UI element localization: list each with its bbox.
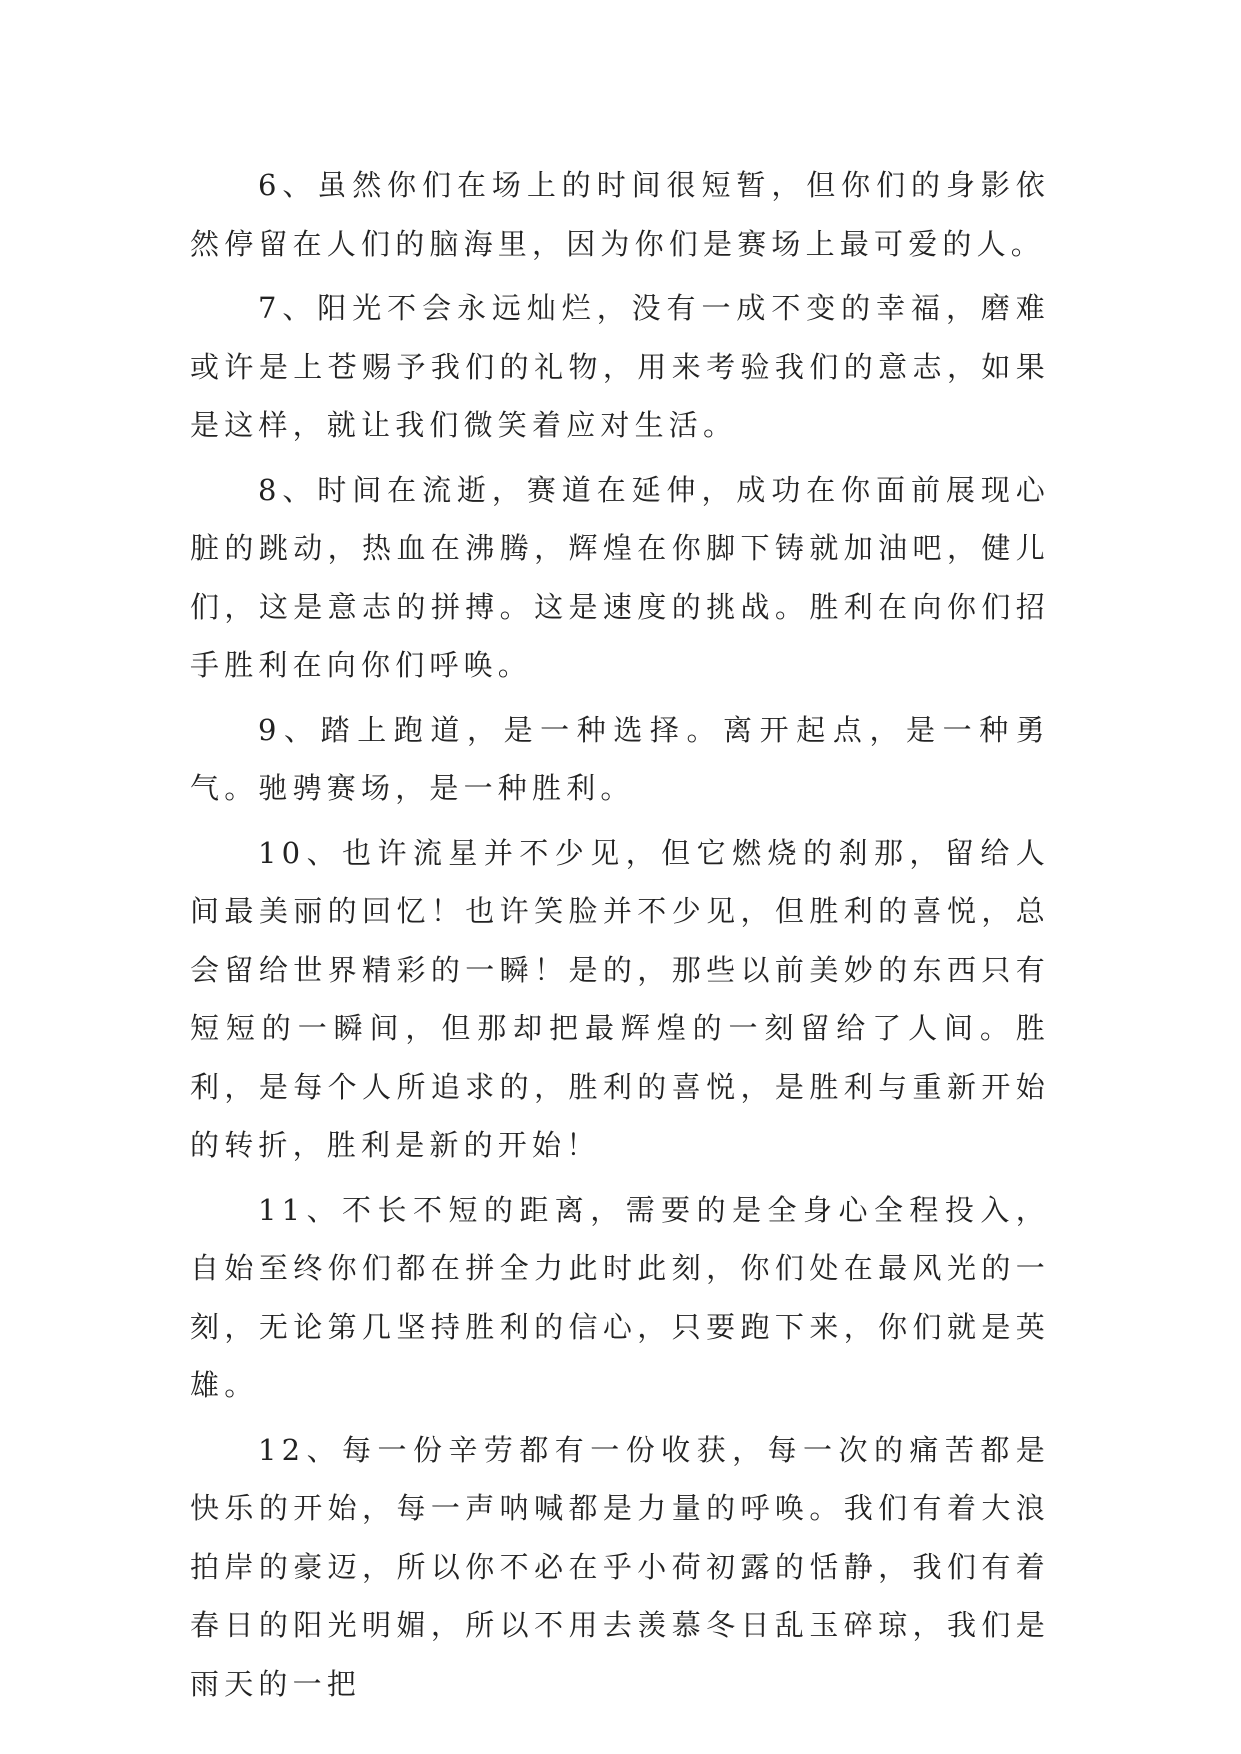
paragraph-9: 9、踏上跑道，是一种选择。离开起点，是一种勇气。驰骋赛场，是一种胜利。	[190, 712, 1050, 805]
paragraph-6: 6、虽然你们在场上的时间很短暂，但你们的身影依然停留在人们的脑海里，因为你们是赛场上最可爱的人。	[190, 168, 1050, 261]
paragraph-10: 10、也许流星并不少见，但它燃烧的刹那，留给人间最美丽的回忆！也许笑脸并不少见，但胜利的喜悦，总会留给世界精彩的一瞬！是的，那些以前美妙的东西只有短短的一瞬间，但那却把最辉煌的一刻留给了人间。胜利，是每个人所追求的，胜利的喜悦，是胜利与重新开始的转折，胜利是新的开始！	[190, 835, 1050, 1162]
paragraph-11: 11、不长不短的距离，需要的是全身心全程投入，自始至终你们都在拼全力此时此刻，你们处在最风光的一刻，无论第几坚持胜利的信心，只要跑下来，你们就是英雄。	[190, 1192, 1050, 1402]
paragraph-12: 12、每一份辛劳都有一份收获，每一次的痛苦都是快乐的开始，每一声呐喊都是力量的呼唤。我们有着大浪拍岸的豪迈，所以你不必在乎小荷初露的恬静，我们有着春日的阳光明媚，所以不用去羡慕冬日乱玉碎琼，我们是雨天的一把	[190, 1432, 1050, 1701]
paragraph-8: 8、时间在流逝，赛道在延伸，成功在你面前展现心脏的跳动，热血在沸腾，辉煌在你脚下铸就加油吧，健儿们，这是意志的拼搏。这是速度的挑战。胜利在向你们招手胜利在向你们呼唤。	[190, 472, 1050, 682]
document-body	[190, 156, 1050, 1719]
paragraph-7: 7、阳光不会永远灿烂，没有一成不变的幸福，磨难或许是上苍赐予我们的礼物，用来考验我们的意志，如果是这样，就让我们微笑着应对生活。	[190, 291, 1050, 442]
